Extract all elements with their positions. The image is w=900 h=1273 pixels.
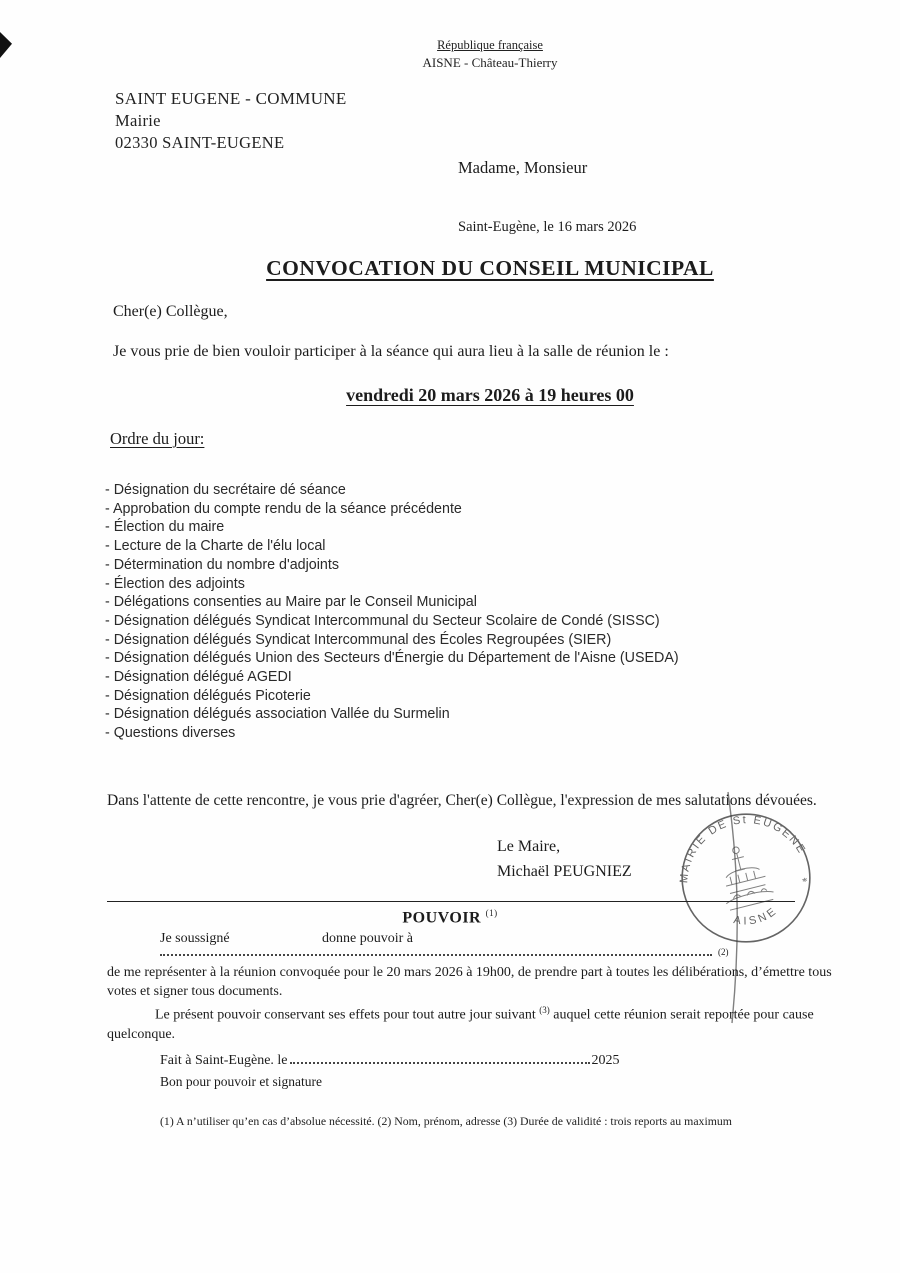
seal-bottom-text: AISNE bbox=[732, 904, 781, 928]
agenda-item: - Délégations consenties au Maire par le Conseil Municipal bbox=[105, 594, 477, 611]
agenda-item: - Désignation délégués Picoterie bbox=[105, 687, 311, 704]
agenda-item: - Questions diverses bbox=[105, 725, 236, 742]
agenda-item: - Détermination du nombre d'adjoints bbox=[105, 556, 339, 573]
agenda-item: - Désignation du secrétaire dé séance bbox=[105, 482, 346, 498]
seal-top-text: MAIRIE DE St EUGENE bbox=[678, 814, 809, 884]
salutation: Cher(e) Collègue, bbox=[113, 303, 228, 320]
signoff-name: Michaël PEUGNIEZ bbox=[497, 863, 632, 880]
agenda-item: - Lecture de la Charte de l'élu local bbox=[105, 538, 326, 555]
dotline-note: (2) bbox=[718, 947, 729, 957]
footnotes: (1) A n’utiliser qu’en cas d’absolue nécessité. (2) Nom, prénom, adresse (3) Durée de validité : trois reports au maximum bbox=[160, 1114, 732, 1128]
intro-paragraph: Je vous prie de bien vouloir participer à la séance qui aura lieu à la salle de réunion le : bbox=[113, 343, 669, 360]
dateline: Saint-Eugène, le 16 mars 2026 bbox=[458, 219, 637, 235]
section-divider bbox=[107, 901, 795, 902]
seal-star: * bbox=[801, 875, 810, 889]
republic-line: République française bbox=[437, 38, 543, 52]
agenda-item: - Désignation délégués Syndicat Intercommunal des Écoles Regroupées (SIER) bbox=[105, 631, 612, 648]
donne-pouvoir-label: donne pouvoir à bbox=[322, 931, 413, 946]
agenda-list bbox=[105, 481, 825, 743]
sender-block bbox=[115, 88, 347, 154]
document-title: CONVOCATION DU CONSEIL MUNICIPAL bbox=[266, 256, 714, 280]
agenda-item: - Désignation délégués Syndicat Intercommunal du Secteur Scolaire de Condé (SISSC) bbox=[105, 612, 660, 629]
pouvoir-body-2: Le présent pouvoir conservant ses effets pour tout autre jour suivant $^{(3)}$ auquel cette réunion serait reportée pour cause quelconque. bbox=[107, 1005, 814, 1042]
signature-block bbox=[497, 834, 632, 884]
sender-office: Mairie bbox=[115, 111, 161, 130]
fait-dotted-line bbox=[290, 1054, 590, 1064]
fait-line: Fait à Saint-Eugène. le 2025 bbox=[160, 1053, 620, 1068]
pouvoir-body-1: de me représenter à la réunion convoquée pour le 20 mars 2026 à 19h00, de prendre part à toutes les délibérations, d’émettre tous votes et signer tous documents. bbox=[107, 965, 832, 999]
agenda-heading: Ordre du jour: bbox=[110, 429, 205, 448]
closing-paragraph: Dans l'attente de cette rencontre, je vous prie d'agréer, Cher(e) Collègue, l'expression de mes salutations dévouées. bbox=[107, 792, 817, 809]
republic-header bbox=[0, 38, 900, 71]
agenda-item: - Désignation délégués association Vallée du Surmelin bbox=[105, 706, 450, 723]
agenda-item: - Désignation délégué AGEDI bbox=[105, 669, 292, 686]
agenda-item: - Désignation délégués Union des Secteurs d'Énergie du Département de l'Aisne (USEDA) bbox=[105, 650, 679, 667]
agenda-item: - Approbation du compte rendu de la séance précédente bbox=[105, 500, 462, 517]
bon-pour-line: Bon pour pouvoir et signature bbox=[160, 1074, 322, 1089]
pouvoir-title: POUVOIR $^{(1)}$ bbox=[402, 908, 498, 927]
agenda-item: - Élection du maire bbox=[105, 519, 225, 536]
sender-postal: 02330 SAINT-EUGENE bbox=[115, 133, 285, 152]
signoff-role: Le Maire, bbox=[497, 838, 561, 855]
pouvoir-title-note: (1) bbox=[485, 908, 498, 918]
sender-commune: SAINT EUGENE - COMMUNE bbox=[115, 89, 347, 108]
agenda-item: - Élection des adjoints bbox=[105, 575, 245, 592]
soussigne-label: Je soussigné bbox=[160, 931, 230, 946]
recipient-line: Madame, Monsieur bbox=[458, 158, 588, 177]
pouvoir-body-note: (3) bbox=[539, 1005, 550, 1015]
fill-in-dotted-line bbox=[160, 944, 712, 956]
department-line: AISNE - Château-Thierry bbox=[422, 55, 558, 70]
meeting-datetime: vendredi 20 mars 2026 à 19 heures 00 bbox=[346, 385, 634, 405]
